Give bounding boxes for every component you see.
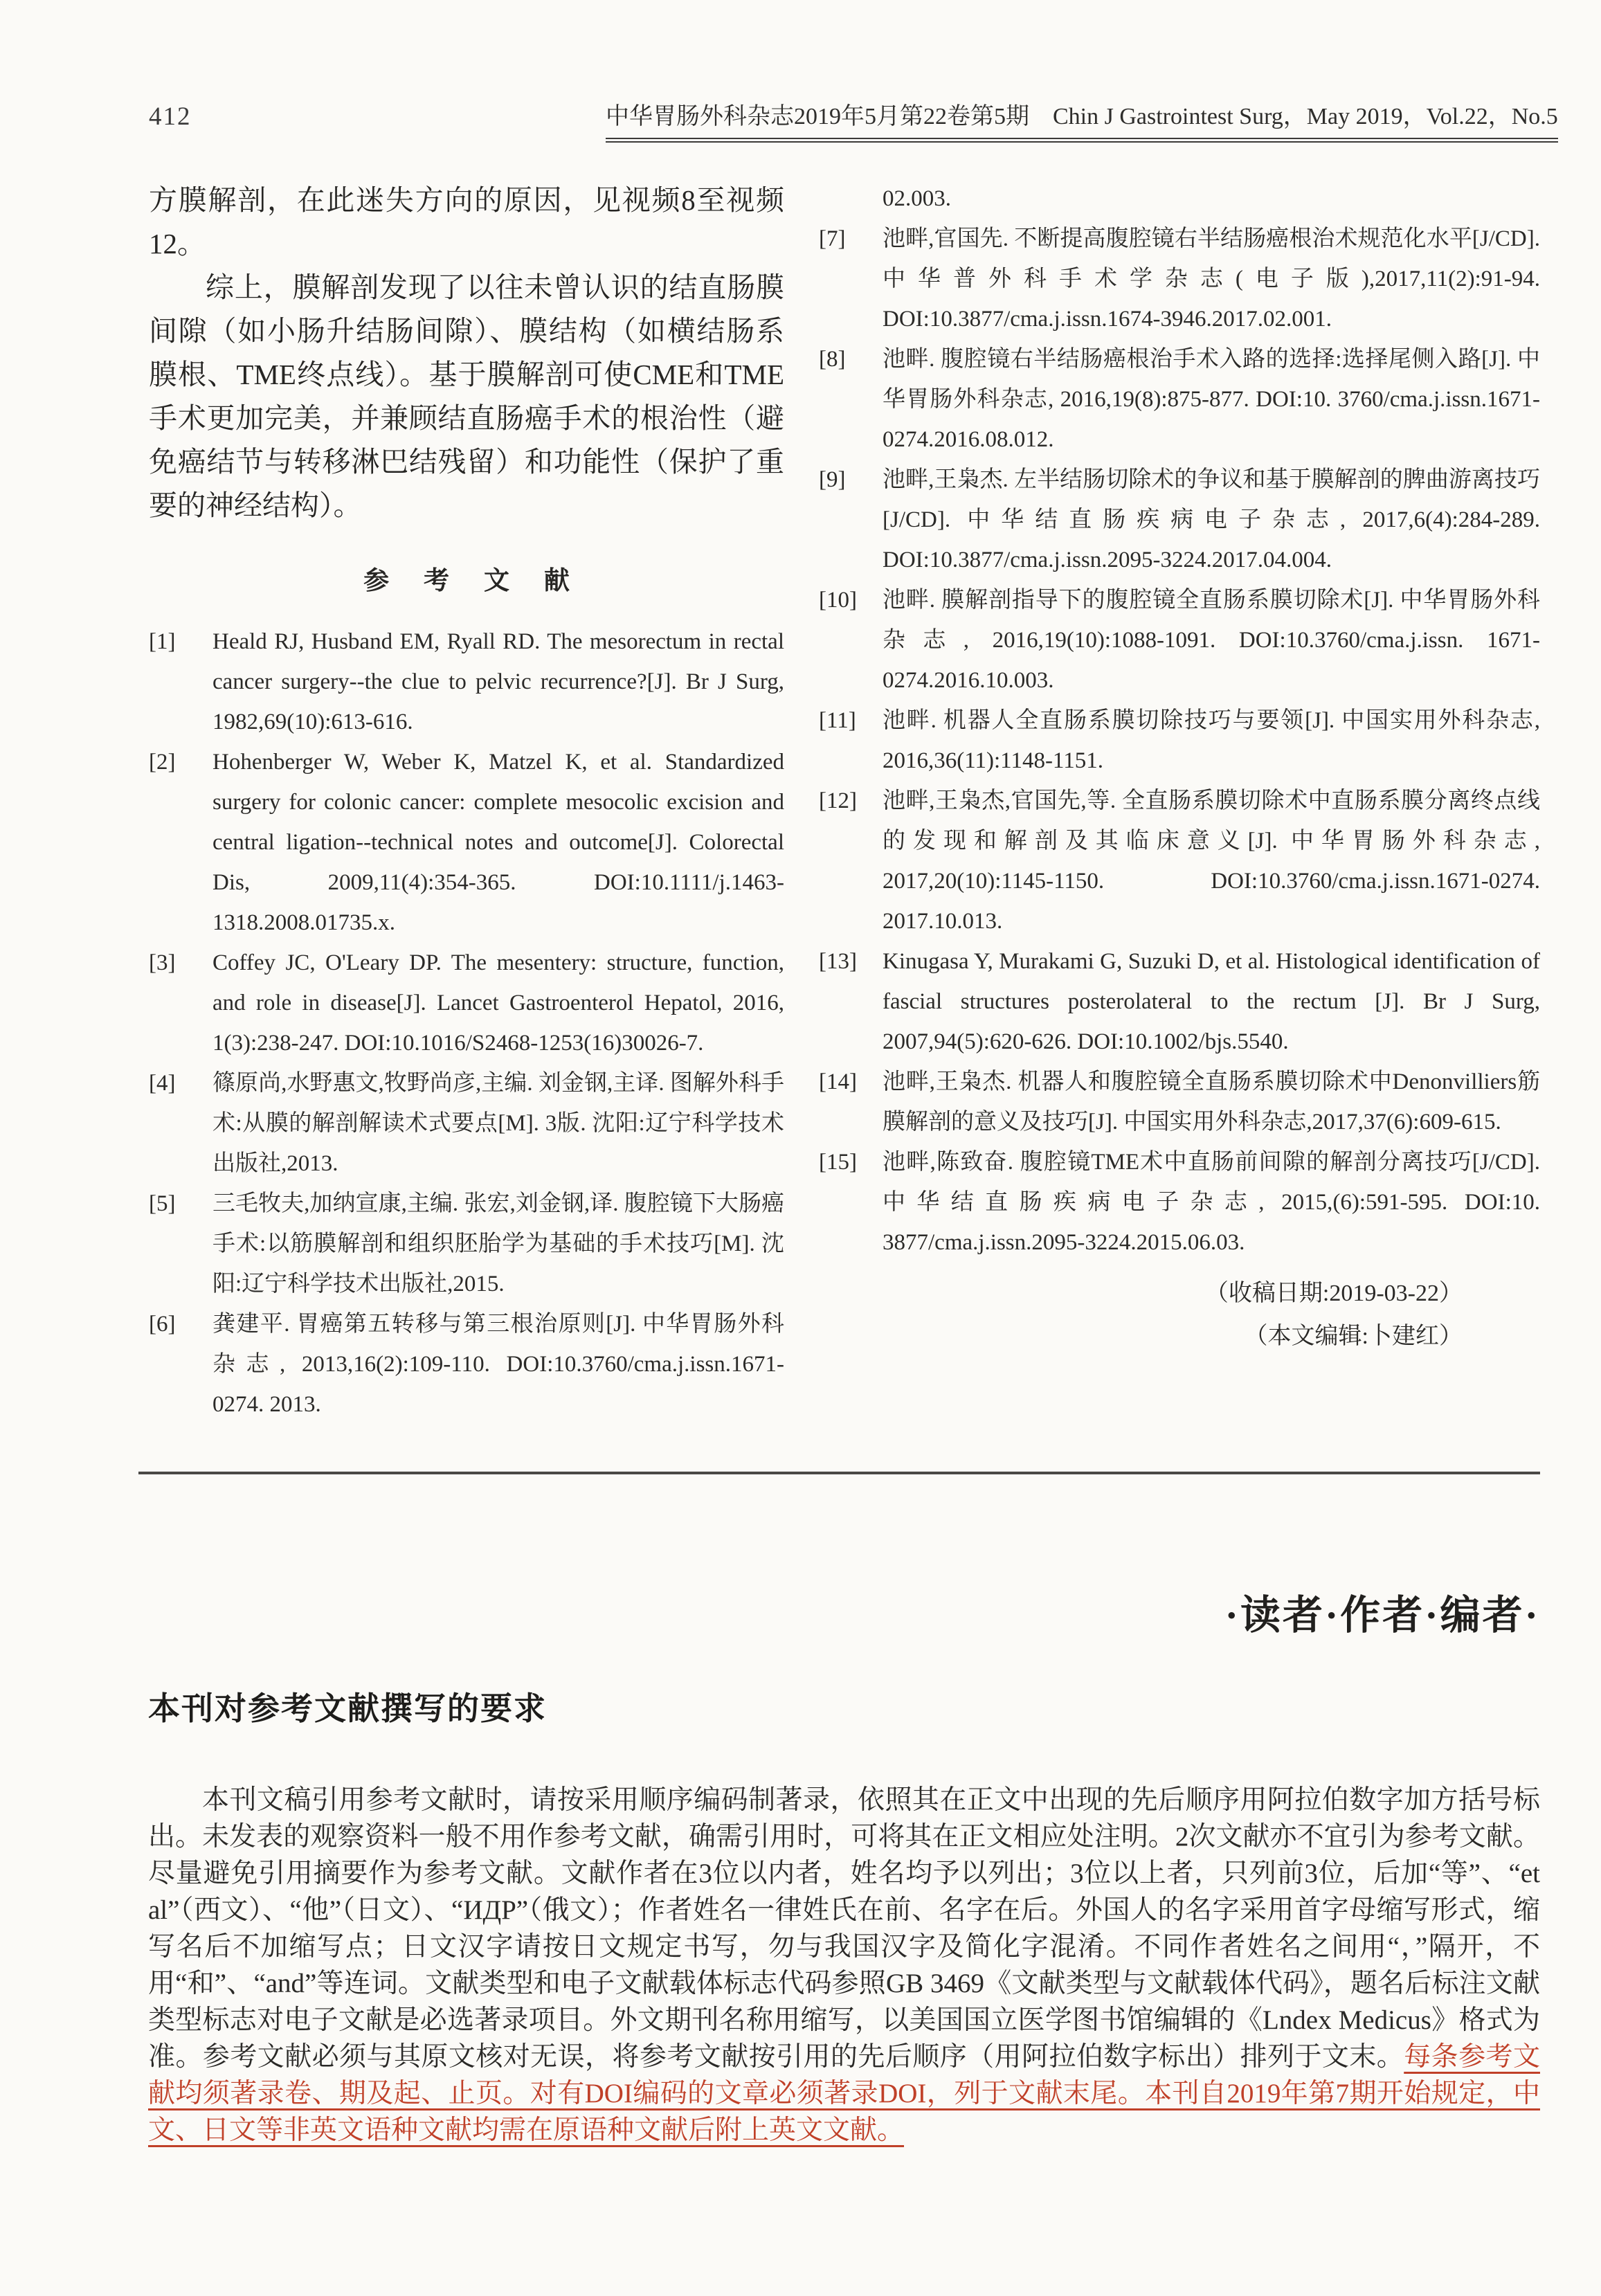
- reference-item: [149, 1184, 784, 1304]
- reference-text: 龚建平. 胃癌第五转移与第三根治原则[J]. 中华胃肠外科杂志, 2013,16(2):109-110. DOI:10.3760/cma.j.issn.1671-0274. 2013.: [212, 1312, 784, 1417]
- reference-item: [819, 219, 1540, 339]
- paragraph-summary: 综上，膜解剖发现了以往未曾认识的结直肠膜间隙（如小肠升结肠间隙）、膜结构（如横结肠系膜根、TME终点线）。基于膜解剖可使CME和TME手术更加完美，并兼顾结直肠癌手术的根治性（避免癌结节与转移淋巴结残留）和功能性（保护了重要的神经结构）。: [149, 271, 784, 521]
- journal-citation: 中华胃肠外科杂志2019年5月第22卷第5期 Chin J Gastrointest Surg，May 2019，Vol.22，No.5: [606, 97, 1558, 143]
- notice-body: [148, 1782, 1540, 2149]
- reference-number: [1]: [149, 629, 176, 654]
- references-heading: 参 考 文 献: [363, 567, 584, 595]
- reference-text: 三毛牧夫,加纳宣康,主编. 张宏,刘金钢,译. 腹腔镜下大肠癌手术:以筋膜解剖和组织胚胎学为基础的手术技巧[M]. 沈阳:辽宁科学技术出版社,2015.: [212, 1191, 784, 1296]
- reference-number: [11]: [819, 708, 856, 733]
- reference-text: 池畔,王枭杰. 左半结肠切除术的争议和基于膜解剖的脾曲游离技巧[J/CD]. 中华结直肠疾病电子杂志, 2017,6(4):284-289. DOI:10.3877/cma.j.issn.2095-3224.2017.04.004.: [883, 467, 1540, 572]
- section-divider: [138, 1472, 1540, 1474]
- left-column: [149, 179, 784, 1425]
- reference-item: [819, 781, 1540, 941]
- reference-item: [819, 700, 1540, 781]
- reference-number: [10]: [819, 588, 857, 613]
- reference-text: 池畔. 膜解剖指导下的腹腔镜全直肠系膜切除术[J]. 中华胃肠外科杂志, 2016,19(10):1088-1091. DOI:10.3760/cma.j.issn. 1671-0274.2016.10.003.: [883, 588, 1540, 693]
- reference-item: [819, 1142, 1540, 1263]
- reference-number: [7]: [819, 226, 846, 251]
- reference-item: [819, 460, 1540, 580]
- reference-text: 池畔. 机器人全直肠系膜切除技巧与要领[J]. 中国实用外科杂志, 2016,36(11):1148-1151.: [883, 708, 1540, 773]
- reference-continuation: 02.003.: [883, 186, 951, 211]
- reference-text: 篠原尚,水野惠文,牧野尚彦,主编. 刘金钢,主译. 图解外科手术:从膜的解剖解读术式要点[M]. 3版. 沈阳:辽宁科学技术出版社,2013.: [212, 1071, 784, 1176]
- reference-item: [149, 1063, 784, 1184]
- notice-body-red-highlight: 每条参考文献均须著录卷、期及起、止页。对有DOI编码的文章必须著录DOI，列于文献末尾。本刊自2019年第7期开始规定，中文、日文等非英文语种文献均需在原语种文献后附上英文文献。: [148, 2042, 1540, 2145]
- right-column: [819, 179, 1540, 1425]
- reference-number: [13]: [819, 949, 857, 974]
- reference-number: [12]: [819, 788, 857, 813]
- reference-item: [819, 1062, 1540, 1142]
- reference-number: [9]: [819, 467, 846, 492]
- reference-text: Hohenberger W, Weber K, Matzel K, et al. Standardized surgery for colonic cancer: complete mesocolic excision and central ligation--technical notes and outcome[J]. Colorectal Dis, 2009,11(4):354-365. DOI:10.1111/j.1463-1318.2008.01735.x.: [212, 750, 784, 935]
- page-header: [149, 97, 1558, 143]
- editor-note: （本文编辑:卜建红）: [1244, 1323, 1463, 1349]
- page-number: 412: [149, 102, 192, 131]
- reference-number: [4]: [149, 1071, 176, 1096]
- reference-text: 池畔. 腹腔镜右半结肠癌根治手术入路的选择:选择尾侧入路[J]. 中华胃肠外科杂志, 2016,19(8):875-877. DOI:10. 3760/cma.j.issn.1671-0274.2016.08.012.: [883, 347, 1540, 452]
- reference-number: [8]: [819, 347, 846, 372]
- references-list-right: [819, 219, 1540, 1263]
- reference-text: 池畔,王枭杰,官国先,等. 全直肠系膜切除术中直肠系膜分离终点线的发现和解剖及其临床意义[J]. 中华胃肠外科杂志, 2017,20(10):1145-1150. DOI:10.3760/cma.j.issn.1671-0274. 2017.10.013.: [883, 788, 1540, 934]
- reference-item: [149, 943, 784, 1063]
- paragraph-continuation: 方膜解剖，在此迷失方向的原因，见视频8至视频12。: [149, 184, 784, 260]
- reference-item: [819, 580, 1540, 700]
- references-list-left: [149, 622, 784, 1425]
- article-body: [149, 179, 1540, 1425]
- reference-text: Kinugasa Y, Murakami G, Suzuki D, et al. Histological identification of fascial structures posterolateral to the rectum [J]. Br J Surg, 2007,94(5):620-626. DOI:10.1002/bjs.5540.: [883, 949, 1540, 1054]
- reference-number: [3]: [149, 950, 176, 975]
- reference-text: 池畔,王枭杰. 机器人和腹腔镜全直肠系膜切除术中Denonvilliers筋膜解剖的意义及技巧[J]. 中国实用外科杂志,2017,37(6):609-615.: [883, 1069, 1540, 1135]
- reference-item: [149, 1304, 784, 1425]
- notice-heading: 本刊对参考文献撰写的要求: [148, 1690, 547, 1726]
- reference-item: [149, 742, 784, 943]
- reference-text: 池畔,陈致奋. 腹腔镜TME术中直肠前间隙的解剖分离技巧[J/CD]. 中华结直肠疾病电子杂志, 2015,(6):591-595. DOI:10. 3877/cma.j.issn.2095-3224.2015.06.03.: [883, 1150, 1540, 1255]
- notice-section: [138, 1472, 1540, 2149]
- reference-number: [5]: [149, 1191, 176, 1216]
- received-date: （收稿日期:2019-03-22）: [1204, 1281, 1463, 1306]
- reference-item: [819, 941, 1540, 1062]
- reference-number: [14]: [819, 1069, 857, 1094]
- reference-number: [6]: [149, 1312, 176, 1337]
- reference-text: Heald RJ, Husband EM, Ryall RD. The mesorectum in rectal cancer surgery--the clue to pelvic recurrence?[J]. Br J Surg, 1982,69(10):613-616.: [212, 629, 784, 734]
- reference-number: [2]: [149, 750, 176, 775]
- reference-item: [819, 339, 1540, 460]
- reference-item: [149, 622, 784, 742]
- reference-number: [15]: [819, 1150, 857, 1175]
- section-banner: ·读者·作者·编者·: [1224, 1593, 1540, 1638]
- notice-body-black: 本刊文稿引用参考文献时，请按采用顺序编码制著录，依照其在正文中出现的先后顺序用阿拉伯数字加方括号标出。未发表的观察资料一般不用作参考文献，确需引用时，可将其在正文相应处注明。2次文献亦不宜引为参考文献。尽量避免引用摘要作为参考文献。文献作者在3位以内者，姓名均予以列出；3位以上者，只列前3位，后加“等”、“et al”（西文）、“他”（日文）、“ИДР”（俄文）；作者姓名一律姓氏在前、名字在后。外国人的名字采用首字母缩写形式，缩写名后不加缩写点；日文汉字请按日文规定书写，勿与我国汉字及简化字混淆。不同作者姓名之间用“，”隔开，不用“和”、“and”等连词。文献类型和电子文献载体标志代码参照GB 3469《文献类型与文献载体代码》，题名后标注文献类型标志对电子文献是必选著录项目。外文期刊名称用缩写，以美国国立医学图书馆编辑的《Lndex Medicus》格式为准。参考文献必须与其原文核对无误，将参考文献按引用的先后顺序（用阿拉伯数字标出）排列于文末。: [148, 1785, 1540, 2072]
- reference-text: Coffey JC, O'Leary DP. The mesentery: structure, function, and role in disease[J]. Lancet Gastroenterol Hepatol, 2016, 1(3):238-247. DOI:10.1016/S2468-1253(16)30026-7.: [212, 950, 784, 1056]
- reference-text: 池畔,官国先. 不断提高腹腔镜右半结肠癌根治术规范化水平[J/CD]. 中华普外科手术学杂志(电子版),2017,11(2):91-94. DOI:10.3877/cma.j.issn.1674-3946.2017.02.001.: [883, 226, 1540, 332]
